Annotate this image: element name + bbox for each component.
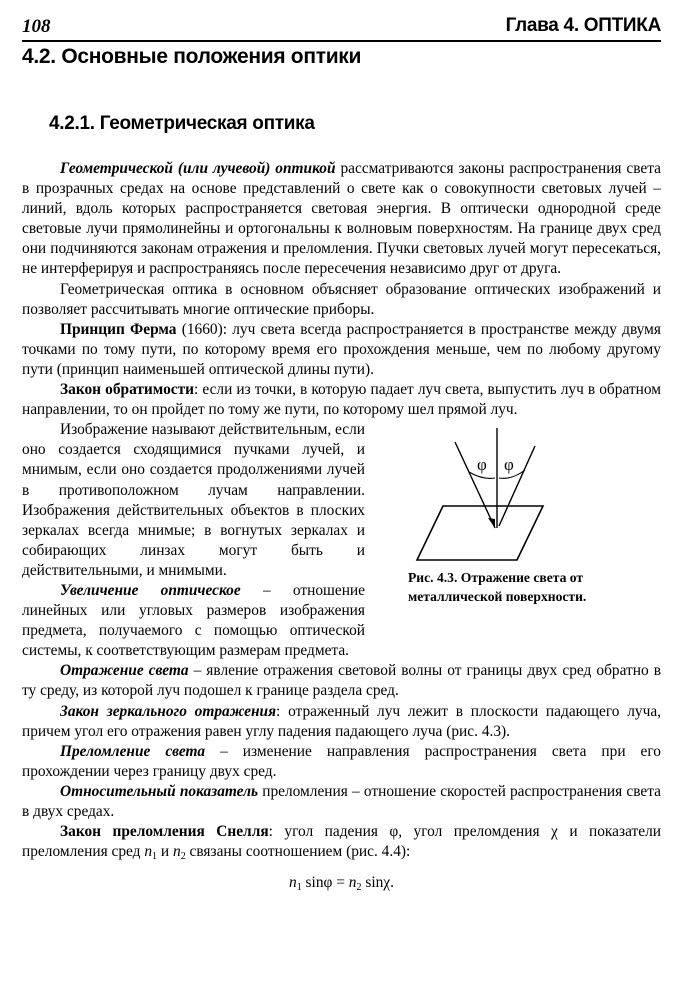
reflection-diagram	[411, 426, 561, 564]
page-number: 108	[22, 16, 51, 37]
angle-label-right: φ	[504, 455, 514, 475]
page-header	[22, 16, 661, 42]
paragraph-text: – явление отражения световой волны от границы двух сред обратно в ту среду, из которой луч подошел к границе раздела сред.	[22, 662, 661, 700]
symbol-n: n	[348, 874, 357, 892]
incident-arrow	[488, 518, 495, 528]
subscript: 2	[180, 851, 186, 863]
paragraph-mirror-law	[22, 702, 661, 742]
paragraph-reversibility	[22, 380, 661, 420]
symbol-n: n	[289, 874, 297, 892]
term: Закон зеркального отражения	[60, 702, 277, 720]
body-text	[22, 159, 661, 898]
term: Относительный показатель	[60, 782, 259, 800]
subscript: 2	[356, 882, 362, 894]
subsection-title: 4.2.1. Геометрическая оптика	[49, 113, 315, 134]
figure-reflection	[383, 426, 661, 634]
chapter-title: Глава 4. ОПТИКА	[505, 15, 661, 36]
term: Закон преломления Снелля	[60, 823, 269, 841]
term: Увеличение оптическое	[60, 581, 241, 599]
paragraph-text: : если из точки, в которую падает луч света, выпустить луч в обратном направлении, то он пройдет по тому же пути, по которому шел прямой луч.	[22, 381, 661, 419]
paragraph-refraction	[22, 742, 661, 782]
paragraph-snell	[22, 822, 661, 867]
header-rule	[22, 40, 661, 42]
section-title: 4.2. Основные положения оптики	[22, 45, 362, 68]
paragraph-reflection	[22, 661, 661, 701]
formula-part: sinχ.	[361, 874, 394, 892]
paragraph-relative-index	[22, 782, 661, 822]
formula-part: sinφ =	[301, 874, 349, 892]
paragraph-text: : угол падения φ, угол преломдения χ и показатели преломления сред	[22, 823, 661, 861]
subscript: 1	[152, 851, 158, 863]
symbol-n: n	[144, 843, 153, 861]
term: Отражение света	[60, 662, 189, 680]
paragraph-text: – отношение линейных или угловых размеров изображения предмета, получаемого с помощью оптической системы, к соответствующим размерам предмета.	[22, 581, 365, 660]
term: Принцип Ферма	[60, 320, 177, 338]
paragraph-text: и	[157, 843, 173, 861]
term: Закон обратимости	[60, 381, 195, 399]
paragraph-text: связаны соотношением (рис. 4.4):	[185, 843, 411, 861]
paragraph-text: Геометрическая оптика в основном объясняет образование оптических изображений и позволяет рассчитывать многие оптические приборы.	[22, 280, 661, 318]
paragraph-images	[22, 280, 661, 320]
paragraph-fermat	[22, 320, 661, 380]
paragraph-text: рассматриваются законы распространения света в прозрачных средах на основе представлений о свете как о совокупности световых лучей – линий, вдоль которых распространяется световая энергия. В оптически однородной среде световые лучи прямолинейны и ортогональны к волновым поверхностям. На границе двух сред они подчиняются законам отражения и преломления. Пучки световых лучей могут пересекаться, не интерферируя и распространяясь после пересечения независимо друг от друга.	[22, 160, 661, 278]
term: Геометрической (или лучевой) оптикой	[60, 160, 336, 177]
symbol-n: n	[172, 843, 181, 861]
angle-label-left: φ	[477, 455, 487, 475]
paragraph-text: : отраженный луч лежит в плоскости падающего луча, причем угол его отражения равен углу падения падающего луча (рис. 4.3).	[22, 702, 661, 740]
paragraph-text: Изображение называют действительным, если оно создается сходящимися пучками лучей, и мнимым, если оно создается продолжениями лучей в противоположном лучам направлении. Изображения действительных объектов в плоских зеркалах всегда мнимые; в вогнутых зеркалах и собирающих линзах могут быть и действительными, и мнимыми.	[22, 421, 366, 579]
term: Преломление света	[60, 742, 206, 760]
subscript: 1	[296, 882, 302, 894]
incident-ray	[455, 442, 495, 528]
mirror-surface	[417, 506, 543, 560]
snell-formula	[22, 873, 661, 898]
paragraph-text: – изменение направления распространения света при его прохождении через границу двух сред.	[22, 742, 662, 780]
figure-caption: Рис. 4.3. Отражение света от металлической поверхности.	[408, 570, 587, 605]
paragraph-text: (1660): луч света всегда распространяется в пространстве между двумя точками по тому пути, по которому время его прохождения меньше, чем по любому другому пути (принцип наименьшей оптической длины пути).	[22, 320, 661, 378]
paragraph-text: преломления – отношение скоростей распространения света в двух средах.	[22, 782, 662, 820]
paragraph-geometric-optics	[22, 159, 661, 280]
